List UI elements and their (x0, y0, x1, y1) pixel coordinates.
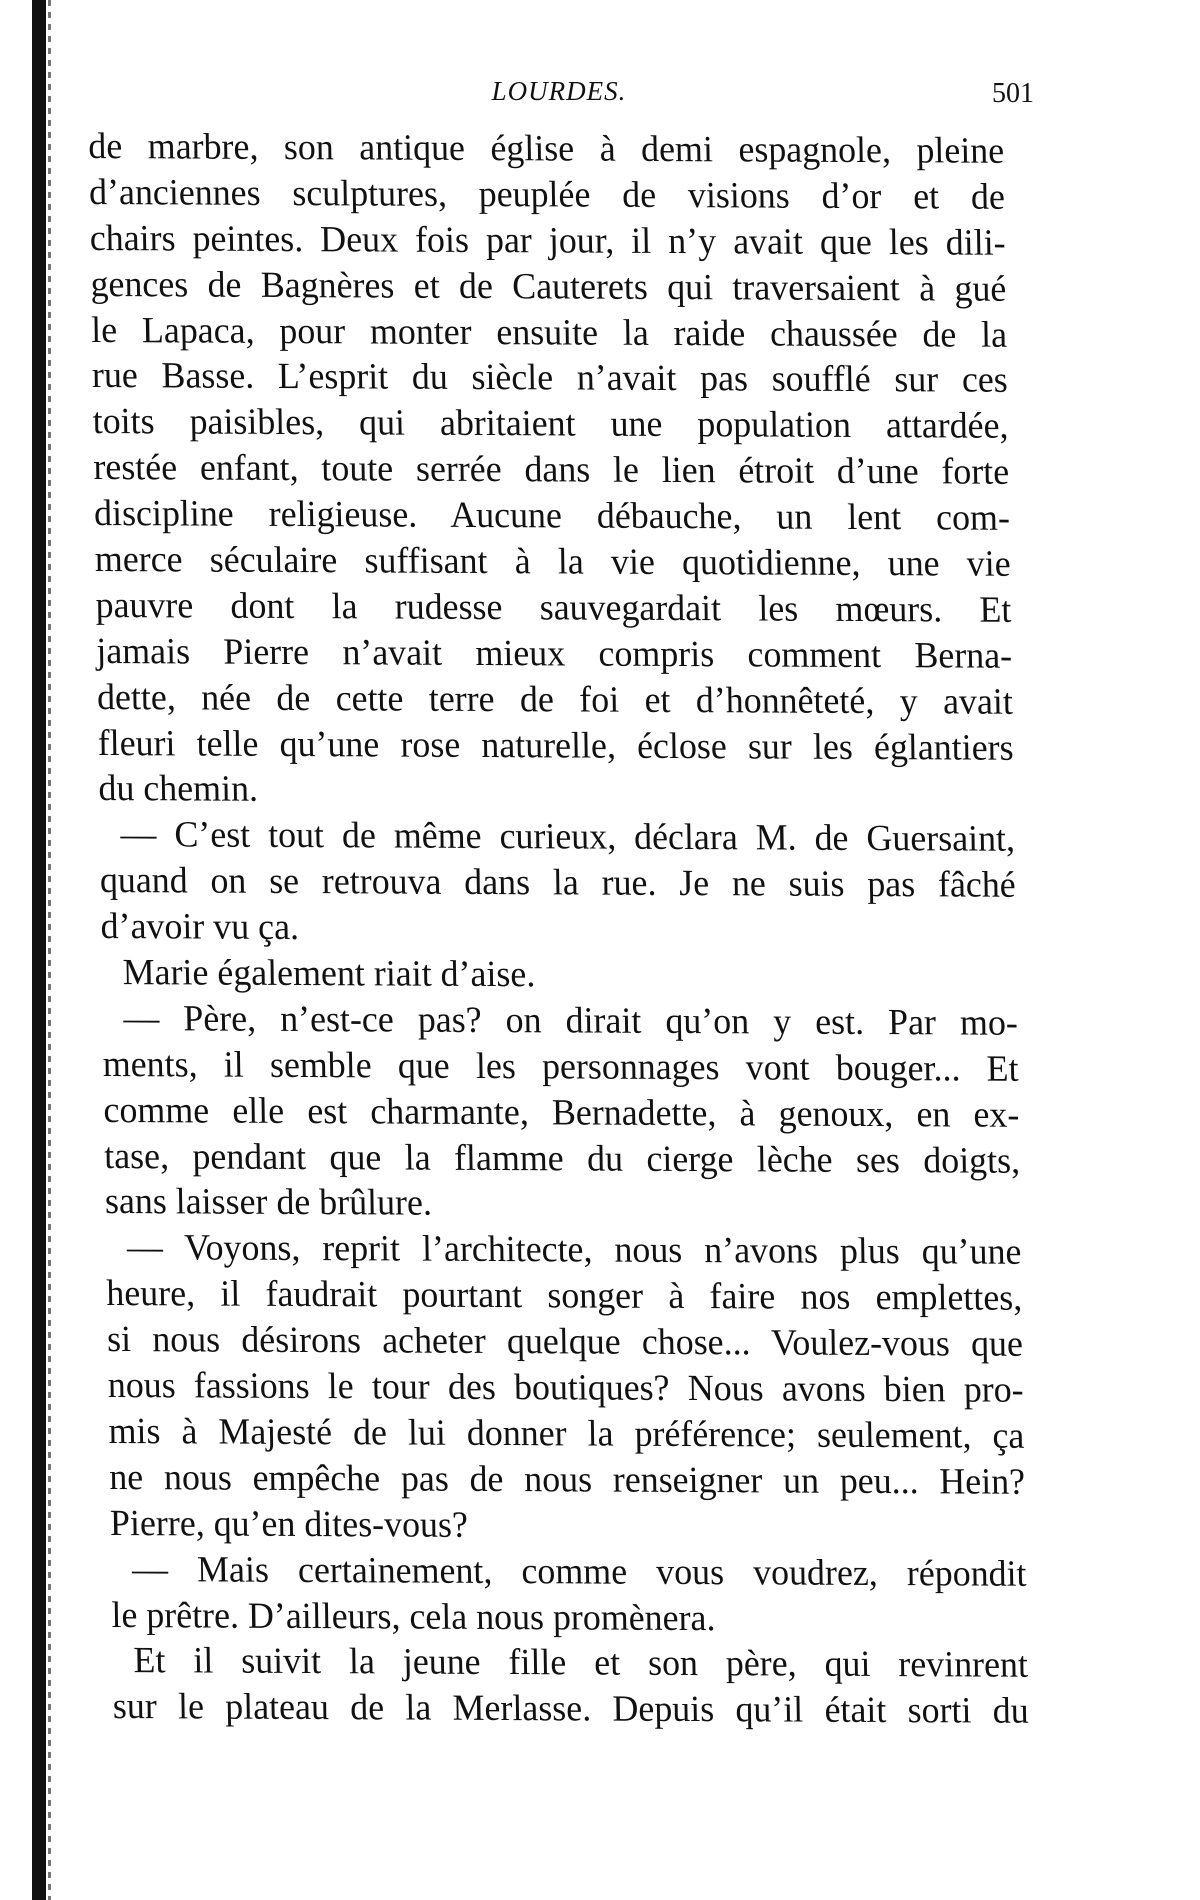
text-line: de marbre, son antique église à demi espagnole, pleine (88, 125, 1005, 172)
page-number: 501 (992, 78, 1034, 109)
text-line: toits paisibles, qui abritaient une population attardée, (92, 401, 1009, 448)
text-line: d’avoir vu ça. (100, 906, 300, 949)
text-line: fleuri telle qu’une rose naturelle, éclose sur les églantiers (97, 722, 1014, 769)
text-line: — C’est tout de même curieux, déclara M. de Guersaint, (120, 814, 1016, 861)
text-line: ne nous empêche pas de nous renseigner un peu... Hein? (108, 1456, 1026, 1503)
page-body-text (88, 124, 1057, 1735)
text-line: d’anciennes sculptures, peuplée de visions d’or et de (88, 171, 1006, 218)
text-line: le prêtre. D’ailleurs, cela nous promènera. (111, 1594, 716, 1639)
text-line: chairs peintes. Deux fois par jour, il n’y avait que les dili- (89, 217, 1006, 264)
text-line: sur le plateau de la Merlasse. Depuis qu’il était sorti du (112, 1686, 1029, 1733)
text-line: restée enfant, toute serrée dans le lien étroit d’une forte (93, 447, 1010, 494)
text-line: heure, il faudrait pourtant songer à faire nos emplettes, (106, 1273, 1023, 1320)
text-line: Pierre, qu’en dites-vous? (109, 1502, 469, 1546)
text-line: — Père, n’est-ce pas? on dirait qu’on y est. Par mo- (123, 998, 1019, 1044)
text-line: — Voyons, reprit l’architecte, nous n’avons plus qu’une (126, 1227, 1022, 1274)
text-line: merce séculaire suffisant à la vie quotidienne, une vie (94, 539, 1011, 585)
text-line: — Mais certainement, comme vous voudrez, répondit (131, 1548, 1027, 1595)
binding-shadow (48, 0, 51, 1900)
text-line: rue Basse. L’esprit du siècle n’avait pas soufflé sur ces (91, 355, 1009, 402)
text-line: le Lapaca, pour monter ensuite la raide chaussée de la (90, 309, 1008, 356)
text-line: ments, il semble que les personnages vont bouger... Et (102, 1043, 1019, 1090)
text-line: pauvre dont la rudesse sauvegardait les mœurs. Et (95, 584, 1012, 631)
page-header (84, 76, 1034, 116)
text-line: jamais Pierre n’avait mieux compris comment Berna- (95, 630, 1013, 677)
text-line: si nous désirons acheter quelque chose... Voulez-vous que (106, 1319, 1024, 1365)
text-line: nous fassions le tour des boutiques? Nous avons bien pro- (107, 1365, 1024, 1411)
text-line: gences de Bagnères et de Cauterets qui traversaient à gué (90, 263, 1007, 310)
text-line: tase, pendant que la flamme du cierge lèche ses doigts, (103, 1135, 1021, 1182)
text-line: discipline religieuse. Aucune débauche, un lent com- (93, 493, 1011, 539)
book-binding-edge (32, 0, 46, 1900)
text-line: dette, née de cette terre de foi et d’honnêteté, y avait (96, 676, 1014, 723)
text-line: quand on se retrouva dans la rue. Je ne suis pas fâché (99, 860, 1016, 907)
text-line: Et il suivit la jeune fille et son père, qui revinrent (133, 1640, 1029, 1687)
text-line: Marie également riait d’aise. (122, 952, 536, 996)
text-line: comme elle est charmante, Bernadette, à genoux, en ex- (103, 1089, 1020, 1136)
text-line: du chemin. (98, 768, 259, 811)
text-line: sans laisser de brûlure. (104, 1181, 433, 1225)
running-title: LOURDES. (491, 76, 627, 106)
text-line: mis à Majesté de lui donner la préférence; seulement, ça (108, 1410, 1025, 1457)
